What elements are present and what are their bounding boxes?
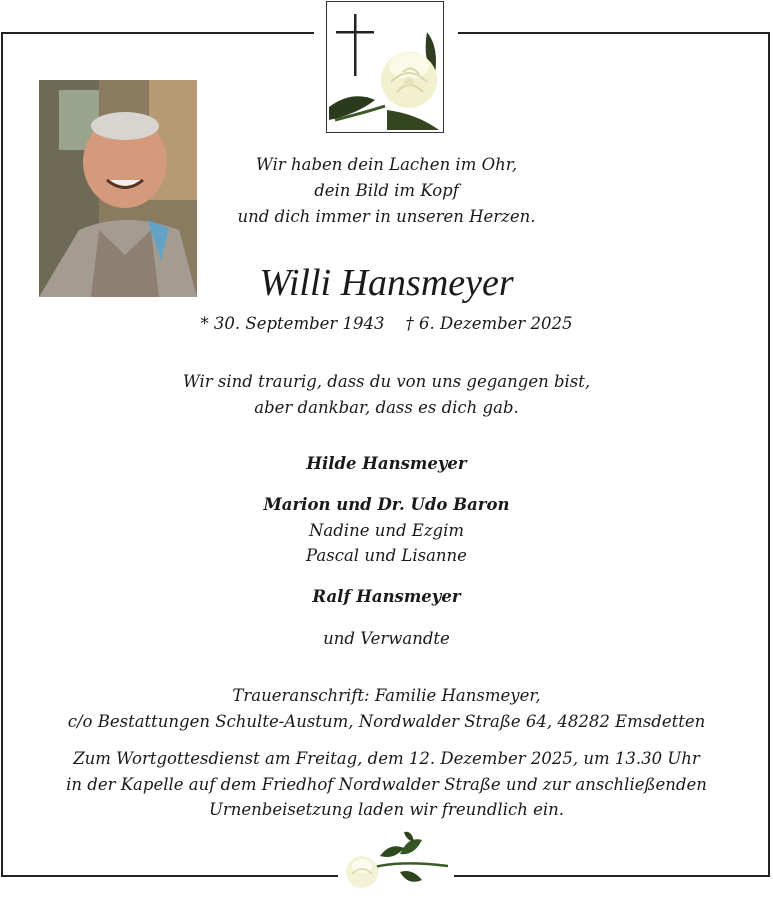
cross-with-rose-icon	[326, 1, 444, 133]
motto-line-3: und dich immer in unseren Herzen.	[237, 207, 536, 226]
family-spouse: Hilde Hansmeyer	[306, 454, 467, 473]
deceased-name: Willi Hansmeyer	[259, 262, 514, 304]
family-relatives: und Verwandte	[323, 629, 450, 648]
family-child-1: Marion und Dr. Udo Baron	[263, 495, 510, 514]
service-line-3: Urnenbeisetzung laden wir freundlich ein.	[208, 800, 565, 819]
cross-rose-svg	[327, 2, 442, 131]
address-line-1: Traueranschrift: Familie Hansmeyer,	[232, 686, 541, 705]
message-line-1: Wir sind traurig, dass du von uns gegangen bist,	[182, 372, 591, 391]
motto-line-2: dein Bild im Kopf	[314, 181, 459, 200]
rose-svg	[340, 828, 452, 898]
motto-line-1: Wir haben dein Lachen im Ohr,	[255, 155, 518, 174]
address-line-2: c/o Bestattungen Schulte-Austum, Nordwalder Straße 64, 48282 Emsdetten	[67, 712, 706, 731]
family-grandchild-2: Pascal und Lisanne	[306, 546, 467, 565]
family-child-2: Ralf Hansmeyer	[312, 587, 461, 606]
message-line-2: aber dankbar, dass es dich gab.	[254, 398, 519, 417]
life-dates: * 30. September 1943 † 6. Dezember 2025	[200, 314, 573, 333]
family-grandchild-1: Nadine und Ezgim	[308, 521, 465, 540]
rose-icon	[340, 828, 452, 898]
service-line-1: Zum Wortgottesdienst am Freitag, dem 12. Dezember 2025, um 13.30 Uhr	[73, 749, 700, 768]
service-line-2: in der Kapelle auf dem Friedhof Nordwalder Straße und zur anschließenden	[66, 775, 707, 794]
